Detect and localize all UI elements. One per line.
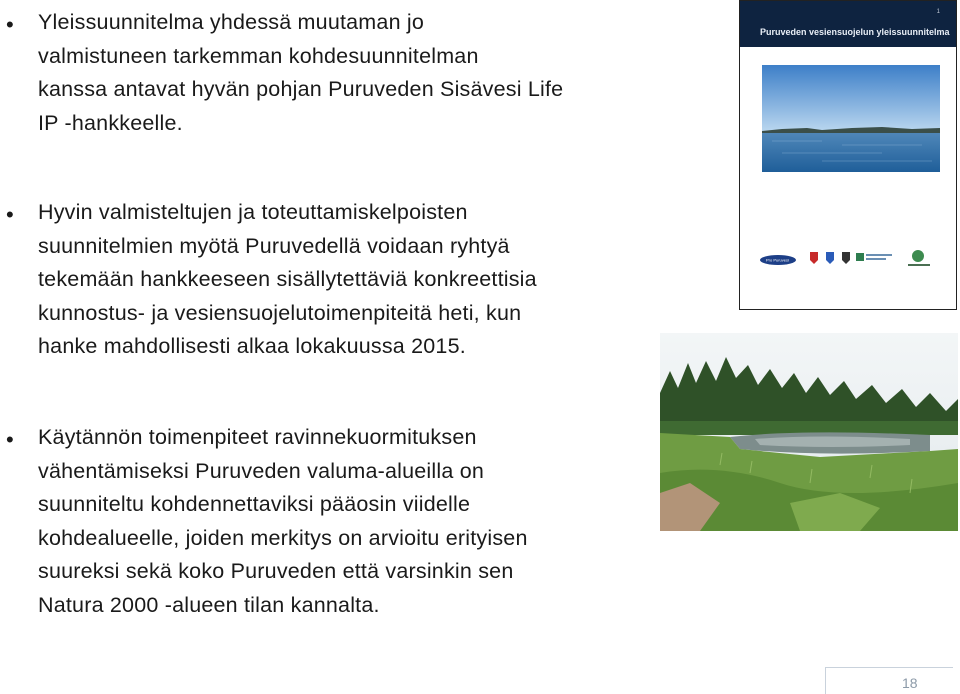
cover-page-mark: 1: [936, 9, 940, 15]
cover-title: Puruveden vesiensuojelun yleissuunnitelma: [760, 27, 950, 37]
report-cover-image: [739, 0, 957, 310]
bullet-paragraph-plan-basis: Yleissuunnitelma yhdessä muutaman jo valmistuneen tarkemman kohdesuunnitelman kanssa antavat hyvän pohjan Puruveden Sisävesi Life IP -hankkeelle.: [38, 10, 564, 135]
bullet-paragraph-practical-measures: Käytännön toimenpiteet ravinnekuormituksen vähentämiseksi Puruveden valuma-alueilla on suunniteltu kohdennettaviksi pääosin viidelle kohdealueelle, joiden merkitys on arvioitu erityisen suureksi sekä koko Puruveden että varsinkin sen Natura 2000 -alueen tilan kannalta.: [38, 425, 528, 617]
bullet-paragraph-ready-plans: Hyvin valmisteltujen ja toteuttamiskelpoisten suunnitelmien myötä Puruvedellä voidaan ryhtyä tekemään hankkeeseen sisällytettäviä konkreettisia kunnostus- ja vesiensuojelutoimenpiteitä heti, kun hanke mahdollisesti alkaa lokakuussa 2015.: [38, 200, 537, 358]
wetland-landscape-photo: [660, 333, 958, 531]
bullet-dot-icon: •: [6, 427, 14, 452]
slide-number: 18: [902, 675, 918, 691]
bullet-dot-icon: •: [6, 202, 14, 227]
lake-photo: [762, 65, 940, 172]
partner-logos: [758, 245, 948, 269]
bullet-dot-icon: •: [6, 12, 14, 37]
pro-puruvesi-logo: Pro Puruvesi: [766, 257, 789, 263]
cover-title-band: [740, 1, 956, 47]
slide-number-frame: [825, 667, 953, 694]
